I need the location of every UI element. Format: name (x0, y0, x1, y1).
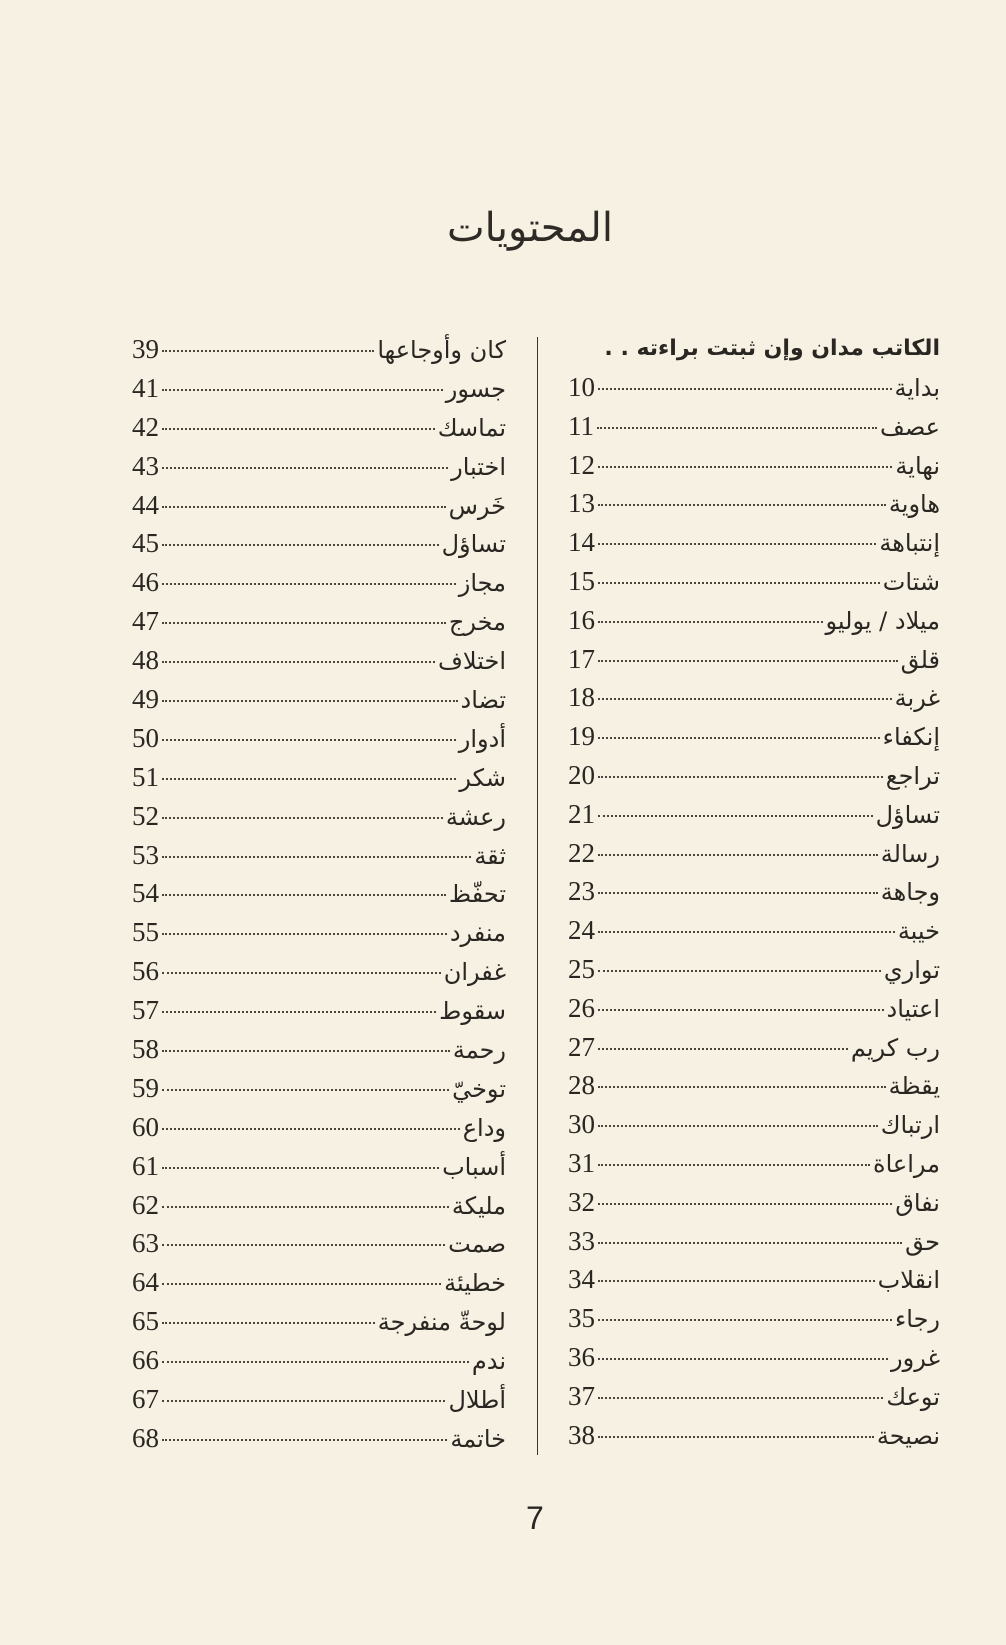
toc-entry (132, 641, 506, 680)
toc-entry-page: 57 (132, 995, 159, 1026)
dot-leader (598, 504, 886, 506)
toc-entry-page: 28 (568, 1070, 595, 1101)
dot-leader (598, 854, 878, 856)
toc-entry (132, 991, 506, 1030)
toc-entry-page: 58 (132, 1034, 159, 1065)
toc-entry-page: 53 (132, 839, 159, 870)
toc-entry-title: ارتباك (880, 1111, 940, 1140)
toc-entry-page: 59 (132, 1072, 159, 1103)
toc-entry-page: 47 (132, 606, 159, 637)
toc-entry-title: رجاء (894, 1305, 940, 1334)
dot-leader (598, 1436, 874, 1438)
dot-leader (162, 894, 446, 896)
toc-entry-title: تماسك (437, 413, 506, 442)
toc-entry (568, 1183, 940, 1222)
toc-entry-page: 56 (132, 956, 159, 987)
toc-entry-title: مخرج (448, 608, 506, 637)
toc-entry-page: 43 (132, 450, 159, 481)
toc-entry (132, 486, 506, 525)
toc-entry-title: لوحةّ منفرجة (377, 1308, 506, 1337)
dot-leader (162, 389, 443, 391)
toc-entry (132, 913, 506, 952)
toc-entry-title: شكر (459, 763, 506, 792)
toc-entry (132, 680, 506, 719)
toc-entry (132, 1263, 506, 1302)
toc-entry-title: نصيحة (876, 1421, 940, 1450)
toc-entry (568, 1299, 940, 1338)
dot-leader (162, 700, 458, 702)
toc-entry-title: هاوية (888, 490, 940, 519)
toc-entry-page: 21 (568, 798, 595, 829)
toc-entry-page: 17 (568, 643, 595, 674)
column-divider (537, 337, 538, 1455)
toc-entry (132, 836, 506, 875)
toc-entry (568, 756, 940, 795)
dot-leader (598, 892, 878, 894)
toc-entry-page: 48 (132, 645, 159, 676)
toc-entry-title: قلق (900, 645, 940, 674)
toc-entry (568, 717, 940, 756)
dot-leader (598, 1203, 892, 1205)
toc-entry (132, 719, 506, 758)
dot-leader (162, 1050, 450, 1052)
toc-entry-title: تضاد (460, 686, 506, 715)
toc-entry-title: انقلاب (877, 1266, 940, 1295)
toc-entry-page: 26 (568, 992, 595, 1023)
dot-leader (598, 970, 881, 972)
toc-entry-title: توعك (886, 1382, 940, 1411)
toc-entry-page: 31 (568, 1147, 595, 1178)
toc-entry (132, 797, 506, 836)
dot-leader (598, 1280, 875, 1282)
dot-leader (598, 776, 883, 778)
toc-entry (568, 1028, 940, 1067)
toc-entry-title: اختلاف (438, 647, 506, 676)
toc-entry-page: 61 (132, 1150, 159, 1181)
toc-entry (132, 1147, 506, 1186)
toc-entry-title: كان وأوجاعها (377, 336, 506, 364)
page-number: 7 (526, 1500, 544, 1536)
dot-leader (598, 1358, 888, 1360)
toc-entry-title: نفاق (895, 1188, 940, 1217)
dot-leader (598, 737, 880, 739)
toc-entry (132, 563, 506, 602)
dot-leader (598, 1086, 886, 1088)
dot-leader (162, 467, 448, 469)
toc-entry (132, 369, 506, 408)
toc-entry (568, 1260, 940, 1299)
toc-entry-title: تساؤل (441, 530, 506, 559)
toc-entry-page: 49 (132, 684, 159, 715)
toc-entry (568, 834, 940, 873)
toc-entry (568, 1377, 940, 1416)
toc-entry-page: 37 (568, 1380, 595, 1411)
dot-leader (162, 972, 441, 974)
toc-entry-title: وجاهة (880, 878, 940, 907)
toc-entry (568, 1105, 940, 1144)
toc-entry-page: 23 (568, 876, 595, 907)
toc-entry-page: 64 (132, 1267, 159, 1298)
toc-entry-page: 42 (132, 411, 159, 442)
toc-entry-title: وداع (462, 1113, 506, 1142)
dot-leader (162, 1206, 449, 1208)
dot-leader (598, 1164, 870, 1166)
toc-entry-title: غفران (443, 958, 506, 987)
toc-entry-title: ثقة (474, 841, 506, 870)
dot-leader (162, 506, 446, 508)
toc-entry (568, 795, 940, 834)
toc-entry-title: نهاية (895, 451, 940, 480)
toc-entry-title: إنتباهة (879, 529, 940, 558)
toc-entry (132, 1302, 506, 1341)
toc-entry-page: 36 (568, 1341, 595, 1372)
toc-entry-page: 44 (132, 489, 159, 520)
toc-entry-title: شتات (882, 567, 940, 596)
dot-leader (598, 1242, 902, 1244)
toc-entry-title: اختبار (451, 452, 506, 481)
toc-entry-page: 33 (568, 1225, 595, 1256)
toc-entry-title: خطيئة (444, 1269, 506, 1298)
dot-leader (162, 1244, 445, 1246)
toc-entry-page: 39 (132, 334, 159, 364)
dot-leader (598, 466, 892, 468)
dot-leader (598, 543, 876, 545)
toc-entry-title: بداية (894, 374, 940, 402)
section-heading: الكاتب مدان وإن ثبتت براءته . . (604, 336, 940, 361)
toc-entry-page: 32 (568, 1186, 595, 1217)
toc-entry (568, 562, 940, 601)
toc-entry-page: 27 (568, 1031, 595, 1062)
toc-entry-page: 54 (132, 878, 159, 909)
toc-entry-title: رحمة (452, 1036, 506, 1065)
dot-leader (598, 931, 895, 933)
dot-leader (162, 856, 471, 858)
dot-leader (162, 1400, 445, 1402)
toc-entry-title: سقوط (439, 997, 506, 1026)
toc-entry-page: 15 (568, 565, 595, 596)
toc-entry-title: تساؤل (875, 800, 940, 829)
toc-entry-title: خيبة (897, 917, 940, 946)
dot-leader (162, 428, 435, 430)
toc-entry-page: 62 (132, 1189, 159, 1220)
toc-entry-title: غرور (891, 1343, 940, 1372)
dot-leader (162, 1089, 449, 1091)
dot-leader (162, 1361, 469, 1363)
toc-entry (568, 407, 940, 446)
toc-entry (568, 640, 940, 679)
toc-entry (568, 601, 940, 640)
toc-entry-page: 20 (568, 759, 595, 790)
dot-leader (597, 427, 877, 429)
dot-leader (598, 815, 873, 817)
toc-entry-page: 25 (568, 953, 595, 984)
dot-leader (598, 1397, 883, 1399)
toc-entry (568, 1222, 940, 1261)
toc-entry-page: 52 (132, 800, 159, 831)
toc-entry-page: 66 (132, 1345, 159, 1376)
toc-entry-page: 35 (568, 1303, 595, 1334)
toc-entry-page: 10 (568, 372, 595, 402)
toc-entry-page: 16 (568, 604, 595, 635)
toc-entry (132, 1380, 506, 1419)
toc-entry (132, 1069, 506, 1108)
toc-entry-page: 68 (132, 1422, 159, 1453)
toc-entry-page: 45 (132, 528, 159, 559)
toc-entry-title: صمت (448, 1230, 506, 1259)
dot-leader (162, 350, 374, 352)
toc-entry-title: ميلاد / يوليو (825, 606, 940, 635)
toc-entry-page: 55 (132, 917, 159, 948)
dot-leader (162, 544, 439, 546)
toc-entry-title: حق (905, 1227, 940, 1256)
toc-entry (568, 678, 940, 717)
dot-leader (162, 1011, 436, 1013)
toc-entry (132, 602, 506, 641)
toc-entry (568, 1066, 940, 1105)
toc-entry (132, 1224, 506, 1263)
dot-leader (598, 582, 880, 584)
toc-entry (132, 1108, 506, 1147)
dot-leader (162, 778, 456, 780)
toc-entry-page: 50 (132, 722, 159, 753)
toc-entry (568, 872, 940, 911)
toc-entry-page: 11 (568, 410, 594, 441)
toc-entry-page: 60 (132, 1111, 159, 1142)
toc-entry (132, 1030, 506, 1069)
toc-entry (132, 874, 506, 913)
toc-entry-page: 46 (132, 567, 159, 598)
toc-entry (132, 952, 506, 991)
toc-entry-page: 38 (568, 1419, 595, 1450)
dot-leader (598, 388, 892, 390)
dot-leader (598, 621, 823, 623)
dot-leader (598, 1125, 878, 1127)
toc-entry (568, 368, 940, 407)
toc-entry-title: مراعاة (873, 1149, 940, 1178)
toc-entry-title: تواري (883, 955, 940, 984)
toc-entry-title: يقظة (888, 1072, 940, 1101)
toc-entry (132, 758, 506, 797)
dot-leader (162, 1283, 441, 1285)
toc-entry (568, 989, 940, 1028)
dot-leader (162, 1128, 460, 1130)
toc-entry-page: 65 (132, 1306, 159, 1337)
toc-entry-page: 41 (132, 372, 159, 403)
dot-leader (162, 1167, 439, 1169)
toc-entry-title: تحفّظ (448, 880, 506, 909)
toc-right-column (568, 330, 940, 1454)
toc-entry (568, 484, 940, 523)
toc-entry-title: مجاز (458, 569, 506, 598)
toc-entry (132, 447, 506, 486)
dot-leader (162, 661, 435, 663)
page-title: المحتويات (447, 205, 613, 251)
toc-entry (568, 950, 940, 989)
toc-entry-page: 51 (132, 761, 159, 792)
toc-entry-page: 13 (568, 488, 595, 519)
toc-left-column (132, 330, 506, 1458)
toc-entry-title: مليكة (451, 1191, 506, 1220)
toc-entry-page: 24 (568, 915, 595, 946)
toc-entry-title: توخيّ (452, 1074, 506, 1103)
toc-entry (132, 408, 506, 447)
toc-entry (568, 1416, 940, 1455)
toc-entry-title: رب كريم (850, 1033, 940, 1062)
toc-entry (568, 1144, 940, 1183)
toc-entry-page: 22 (568, 837, 595, 868)
toc-entry-title: أسباب (442, 1152, 506, 1181)
dot-leader (598, 660, 898, 662)
toc-entry (568, 446, 940, 485)
dot-leader (162, 739, 456, 741)
toc-entry-page: 67 (132, 1384, 159, 1415)
toc-entry-title: عصف (880, 412, 940, 441)
dot-leader (162, 933, 447, 935)
dot-leader (162, 817, 443, 819)
toc-entry-title: رسالة (880, 839, 940, 868)
toc-entry (132, 1419, 506, 1458)
dot-leader (598, 1009, 884, 1011)
toc-entry (132, 524, 506, 563)
toc-entry-title: إنكفاء (882, 723, 940, 752)
toc-entry-title: أدوار (458, 724, 506, 753)
toc-entry (132, 330, 506, 369)
toc-entry (568, 1338, 940, 1377)
toc-entry-page: 63 (132, 1228, 159, 1259)
toc-entry (568, 523, 940, 562)
toc-entry-page: 18 (568, 682, 595, 713)
toc-entry-page: 30 (568, 1109, 595, 1140)
dot-leader (162, 583, 456, 585)
toc-entry-title: خَرس (448, 491, 506, 520)
dot-leader (162, 1439, 447, 1441)
toc-entry-page: 14 (568, 527, 595, 558)
toc-entry (132, 1341, 506, 1380)
toc-entry-title: ندم (471, 1347, 506, 1376)
dot-leader (598, 1048, 848, 1050)
toc-entry-title: اعتياد (886, 994, 940, 1023)
toc-entry-title: أطلال (448, 1386, 506, 1415)
toc-entry-page: 34 (568, 1264, 595, 1295)
dot-leader (162, 622, 446, 624)
toc-entry-title: تراجع (885, 761, 940, 790)
dot-leader (162, 1322, 375, 1324)
toc-entry-title: غربة (894, 684, 940, 713)
toc-entry (568, 911, 940, 950)
toc-entry (132, 1186, 506, 1225)
toc-entry-title: رعشة (445, 802, 506, 831)
toc-entry-title: خاتمة (450, 1424, 506, 1453)
toc-entry-title: منفرد (449, 919, 506, 948)
toc-entry-title: جسور (445, 374, 506, 403)
toc-entry-page: 12 (568, 449, 595, 480)
dot-leader (598, 1319, 892, 1321)
toc-entry-page: 19 (568, 721, 595, 752)
dot-leader (598, 698, 892, 700)
